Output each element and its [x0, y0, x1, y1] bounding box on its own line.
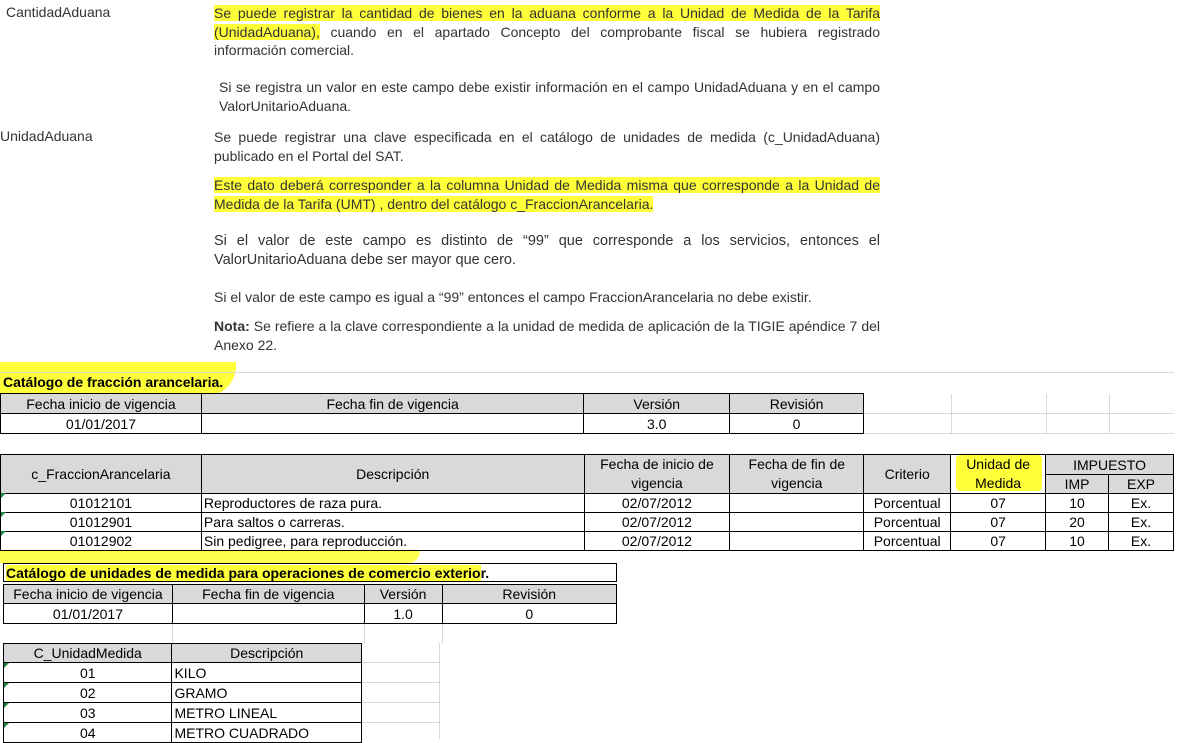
cell-start: 02/07/2012	[584, 513, 730, 532]
cell-code: 01012101	[1, 494, 202, 513]
table-row	[4, 703, 362, 723]
col-header-code: c_FraccionArancelaria	[1, 455, 202, 494]
cell-code: 01012902	[1, 532, 202, 551]
vig-header-version: Versión	[584, 394, 730, 414]
cell-imp: 10	[1046, 494, 1109, 513]
cell-desc: KILO	[172, 663, 362, 683]
description-text: cuando en el apartado Concepto del comprobante fiscal se hubiera registrado información comercial.	[214, 23, 880, 58]
highlight-mark	[0, 551, 420, 563]
col-header-criteria: Criterio	[864, 455, 951, 494]
cell-marker-icon	[4, 683, 9, 688]
cell-unit: 07	[951, 532, 1046, 551]
cell-exp: Ex.	[1109, 494, 1174, 513]
field-name-cantidad-aduana: CantidadAduana	[6, 4, 111, 20]
table-row	[4, 663, 362, 683]
col-header-start: Fecha de inicio de vigencia	[584, 455, 730, 494]
vig-revision-value: 0	[730, 414, 864, 434]
cell-exp: Ex.	[1109, 513, 1174, 532]
cell-code: 01012901	[1, 513, 202, 532]
catalog-unidades-vigencia-table	[3, 584, 617, 624]
highlighted-text: Se puede registrar la cantidad de bienes en la aduana conforme a la Unidad de Medida de la Tarifa (UnidadAduana),	[214, 5, 880, 40]
unidad-aduana-p2	[214, 176, 880, 213]
col-header-exp: EXP	[1109, 475, 1174, 494]
cell-start: 02/07/2012	[584, 532, 730, 551]
sheet-gridlines	[3, 624, 617, 644]
vig-start-value: 01/01/2017	[1, 414, 202, 434]
vig-start-value: 01/01/2017	[4, 604, 173, 624]
table-row	[4, 683, 362, 703]
vig-revision-value: 0	[442, 604, 616, 624]
col-header-code: C_UnidadMedida	[4, 644, 172, 663]
cell-exp: Ex.	[1109, 532, 1174, 551]
gridline	[0, 372, 1174, 373]
cell-code: 02	[4, 683, 172, 703]
table-row	[1, 513, 1174, 532]
catalog-fraccion-vigencia-table	[0, 393, 864, 434]
vig-header-revision: Revisión	[730, 394, 864, 414]
vig-header-version: Versión	[364, 585, 442, 604]
nota-text: Se refiere a la clave correspondiente a la unidad de medida de aplicación de la TIGIE apéndice 7 del Anexo 22.	[214, 318, 880, 353]
cell-marker-icon	[4, 703, 9, 708]
cell-marker-icon	[1, 493, 6, 498]
cell-code: 01	[4, 663, 172, 683]
catalog-unidades-title: Catálogo de unidades de medida para operaciones de comercio exterio	[6, 565, 481, 581]
highlighted-text: Este dato deberá corresponder a la columna Unidad de Medida misma que corresponde a la Unidad de Medida de la Tarifa (UMT) , dentro del catálogo c_FraccionArancelaria.	[214, 177, 880, 212]
cell-end	[730, 532, 864, 551]
cell-desc: GRAMO	[172, 683, 362, 703]
col-header-imp: IMP	[1046, 475, 1109, 494]
cell-desc: Para saltos o carreras.	[201, 513, 584, 532]
catalog-unidades-table	[3, 643, 362, 743]
col-header-desc: Descripción	[172, 644, 362, 663]
cell-marker-icon	[1, 531, 6, 536]
vig-header-revision: Revisión	[442, 585, 616, 604]
vig-version-value: 1.0	[364, 604, 442, 624]
vig-end-value	[172, 604, 364, 624]
cell-unit: 07	[951, 513, 1046, 532]
cell-desc: Reproductores de raza pura.	[201, 494, 584, 513]
cell-desc: METRO LINEAL	[172, 703, 362, 723]
unidad-aduana-nota	[214, 317, 880, 354]
cell-marker-icon	[4, 663, 9, 668]
cell-end	[730, 494, 864, 513]
cell-unit: 07	[951, 494, 1046, 513]
catalog-unidades-title-box	[3, 563, 617, 582]
unidad-aduana-p1: Se puede registrar una clave especificada en el catálogo de unidades de medida (c_UnidadAduana) publicado en el Portal del SAT.	[214, 129, 880, 164]
cantidad-aduana-description	[214, 4, 880, 60]
catalog-fraccion-table	[0, 454, 1174, 551]
col-header-desc: Descripción	[201, 455, 584, 494]
cell-code: 04	[4, 723, 172, 743]
col-header-unit: Unidad de Medida	[951, 455, 1046, 494]
cell-end	[730, 513, 864, 532]
vig-end-value	[201, 414, 583, 434]
field-name-unidad-aduana: UnidadAduana	[0, 128, 93, 144]
vig-header-end: Fecha fin de vigencia	[172, 585, 364, 604]
sheet-gridlines	[362, 643, 440, 739]
cell-code: 03	[4, 703, 172, 723]
sheet-gridlines	[864, 394, 1174, 434]
cell-desc: METRO CUADRADO	[172, 723, 362, 743]
col-header-end: Fecha de fin de vigencia	[730, 455, 864, 494]
cell-criteria: Porcentual	[864, 494, 951, 513]
nota-label: Nota:	[214, 318, 250, 334]
vig-header-start: Fecha inicio de vigencia	[4, 585, 173, 604]
cell-criteria: Porcentual	[864, 513, 951, 532]
vig-header-start: Fecha inicio de vigencia	[1, 394, 202, 414]
cell-imp: 20	[1046, 513, 1109, 532]
catalog-fraccion-title: Catálogo de fracción arancelaria.	[3, 374, 224, 390]
cell-desc: Sin pedigree, para reproducción.	[201, 532, 584, 551]
cell-start: 02/07/2012	[584, 494, 730, 513]
vig-version-value: 3.0	[584, 414, 730, 434]
catalog-unidades-title-end: r.	[480, 565, 490, 581]
table-row	[4, 723, 362, 743]
unidad-aduana-p4: Si el valor de este campo es igual a “99” entonces el campo FraccionArancelaria no debe existir.	[214, 289, 812, 305]
cell-criteria: Porcentual	[864, 532, 951, 551]
table-row	[1, 494, 1174, 513]
cell-imp: 10	[1046, 532, 1109, 551]
cell-marker-icon	[1, 512, 6, 517]
table-row	[1, 532, 1174, 551]
cantidad-aduana-note: Si se registra un valor en este campo debe existir información en el campo UnidadAduana y en el campo ValorUnitarioAduana.	[219, 79, 880, 114]
cell-marker-icon	[4, 723, 9, 728]
col-header-tax: IMPUESTO	[1046, 455, 1174, 475]
unidad-aduana-p3: Si el valor de este campo es distinto de “99” que corresponde a los servicios, entonces el ValorUnitarioAduana debe ser mayor que cero.	[214, 233, 880, 268]
vig-header-end: Fecha fin de vigencia	[201, 394, 583, 414]
